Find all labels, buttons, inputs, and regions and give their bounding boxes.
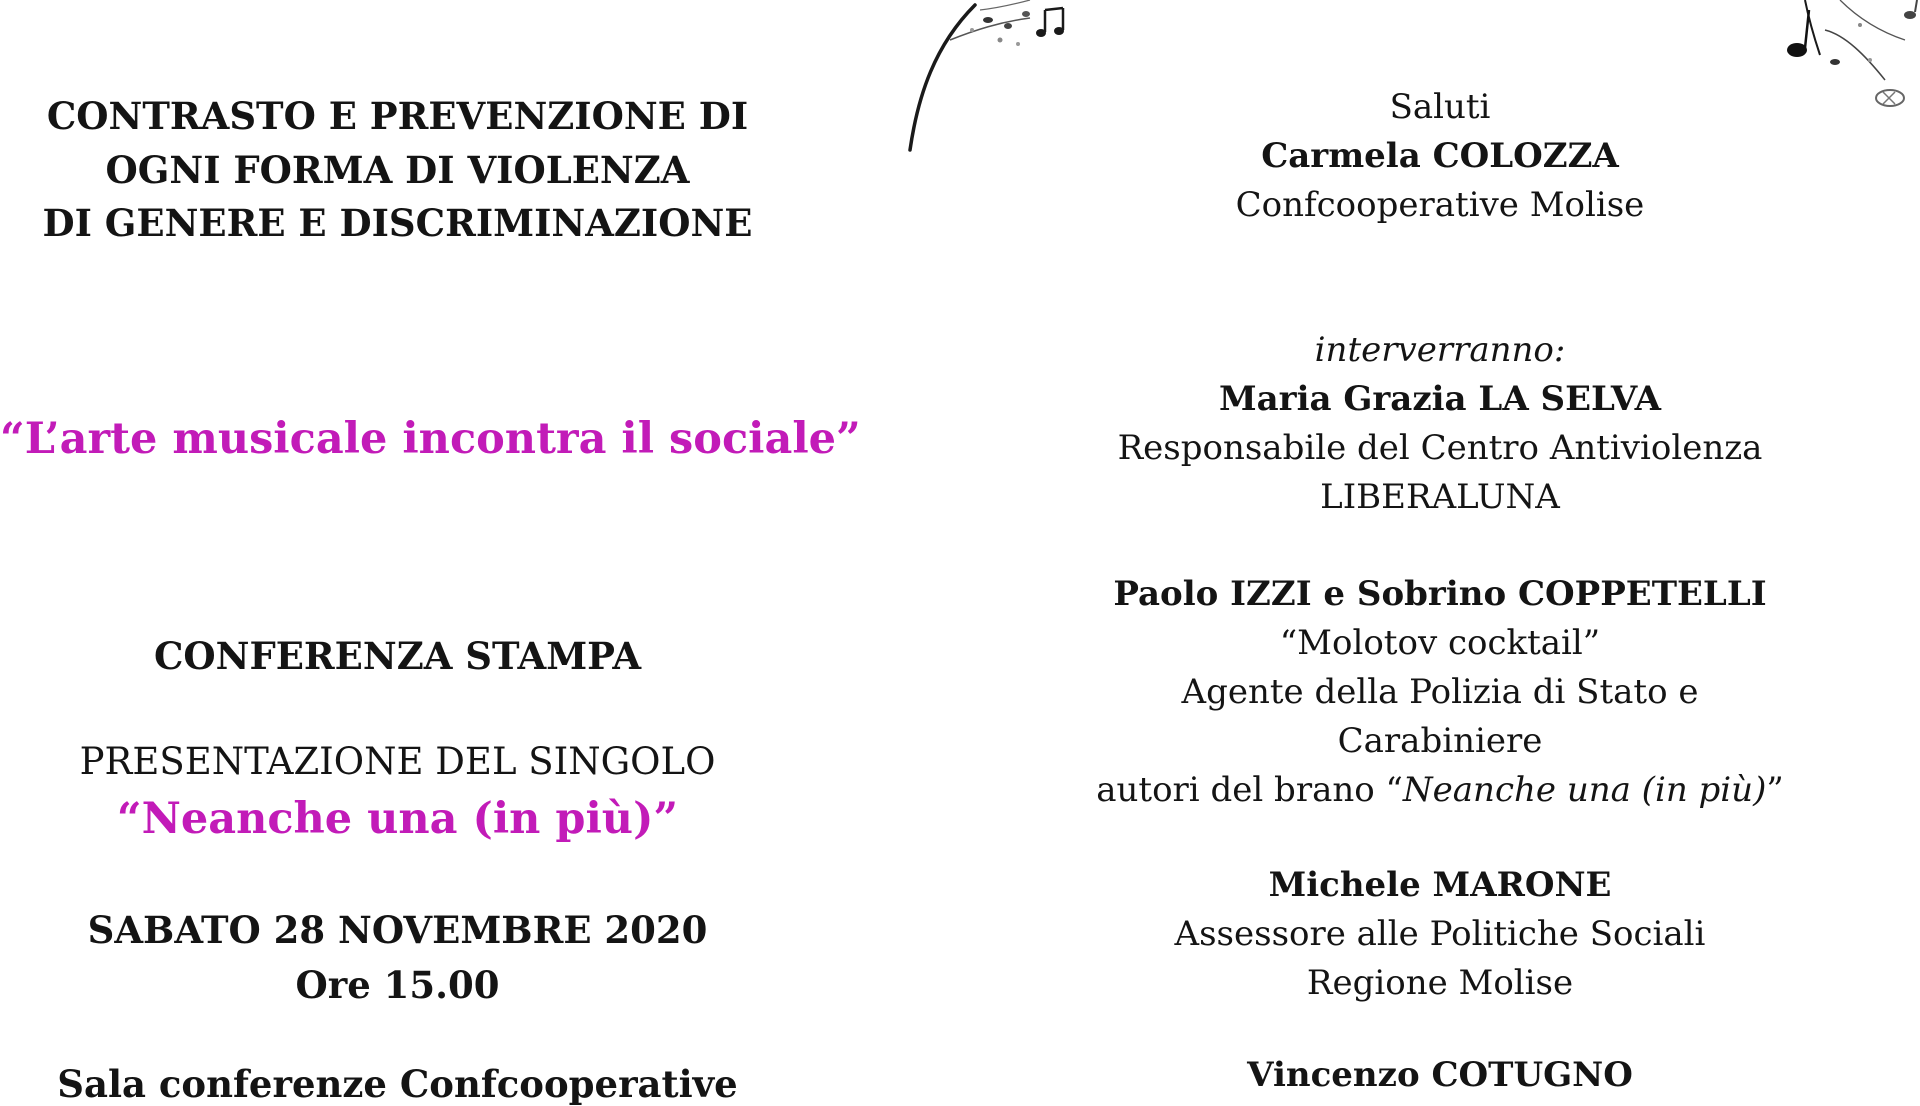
speaker2-name: Paolo IZZI e Sobrino COPPETELLI [1113,574,1767,614]
music-notes-cluster-icon [1765,0,1920,125]
speaker3-role-2: Regione Molise [1306,963,1574,1003]
tagline: “L’arte musicale incontra il sociale” [0,414,861,464]
speaker1-name: Maria Grazia LA SELVA [1218,379,1662,419]
greeting-org: Confcooperative Molise [1235,185,1645,225]
title-line-3: DI GENERE E DISCRIMINAZIONE [42,201,753,245]
speaker3-role-1: Assessore alle Politiche Sociali [1174,914,1706,954]
title-line-2: OGNI FORMA DI VIOLENZA [105,148,690,192]
right-column [1090,0,1790,1095]
speaker2-role-3-title: Neanche una (in più) [1402,770,1767,810]
speaker3-name: Michele MARONE [1268,865,1612,905]
speaker2-role-3-prefix: autori del brano “ [1096,770,1403,810]
speaker2-role-1: Agente della Polizia di Stato e [1181,672,1699,712]
greeting-label: Saluti [1389,87,1491,127]
speakers-intro: interverranno: [1314,330,1566,370]
speaker2-role-3 [1090,770,1790,810]
single-title: “Neanche una (in più)” [116,794,679,844]
venue-line: Sala conferenze Confcooperative [57,1062,738,1106]
speaker1-role-1: Responsabile del Centro Antiviolenza [1117,428,1763,468]
speaker2-role-3-suffix: ” [1766,770,1784,810]
music-notes-branch-icon [880,0,1120,160]
greeting-name: Carmela COLOZZA [1261,136,1619,176]
event-date: SABATO 28 NOVEMBRE 2020 [87,908,708,952]
speaker4-name: Vincenzo COTUGNO [1247,1055,1633,1095]
speaker2-alias: “Molotov cocktail” [1279,623,1601,663]
speaker2-role-2: Carabiniere [1337,721,1543,761]
press-heading: CONFERENZA STAMPA [153,634,642,678]
left-column [0,0,861,1106]
event-time: Ore 15.00 [295,963,500,1007]
title-line-1: CONTRASTO E PREVENZIONE DI [46,94,749,138]
speaker1-role-2: LIBERALUNA [1320,477,1560,517]
single-intro: PRESENTAZIONE DEL SINGOLO [79,740,716,783]
